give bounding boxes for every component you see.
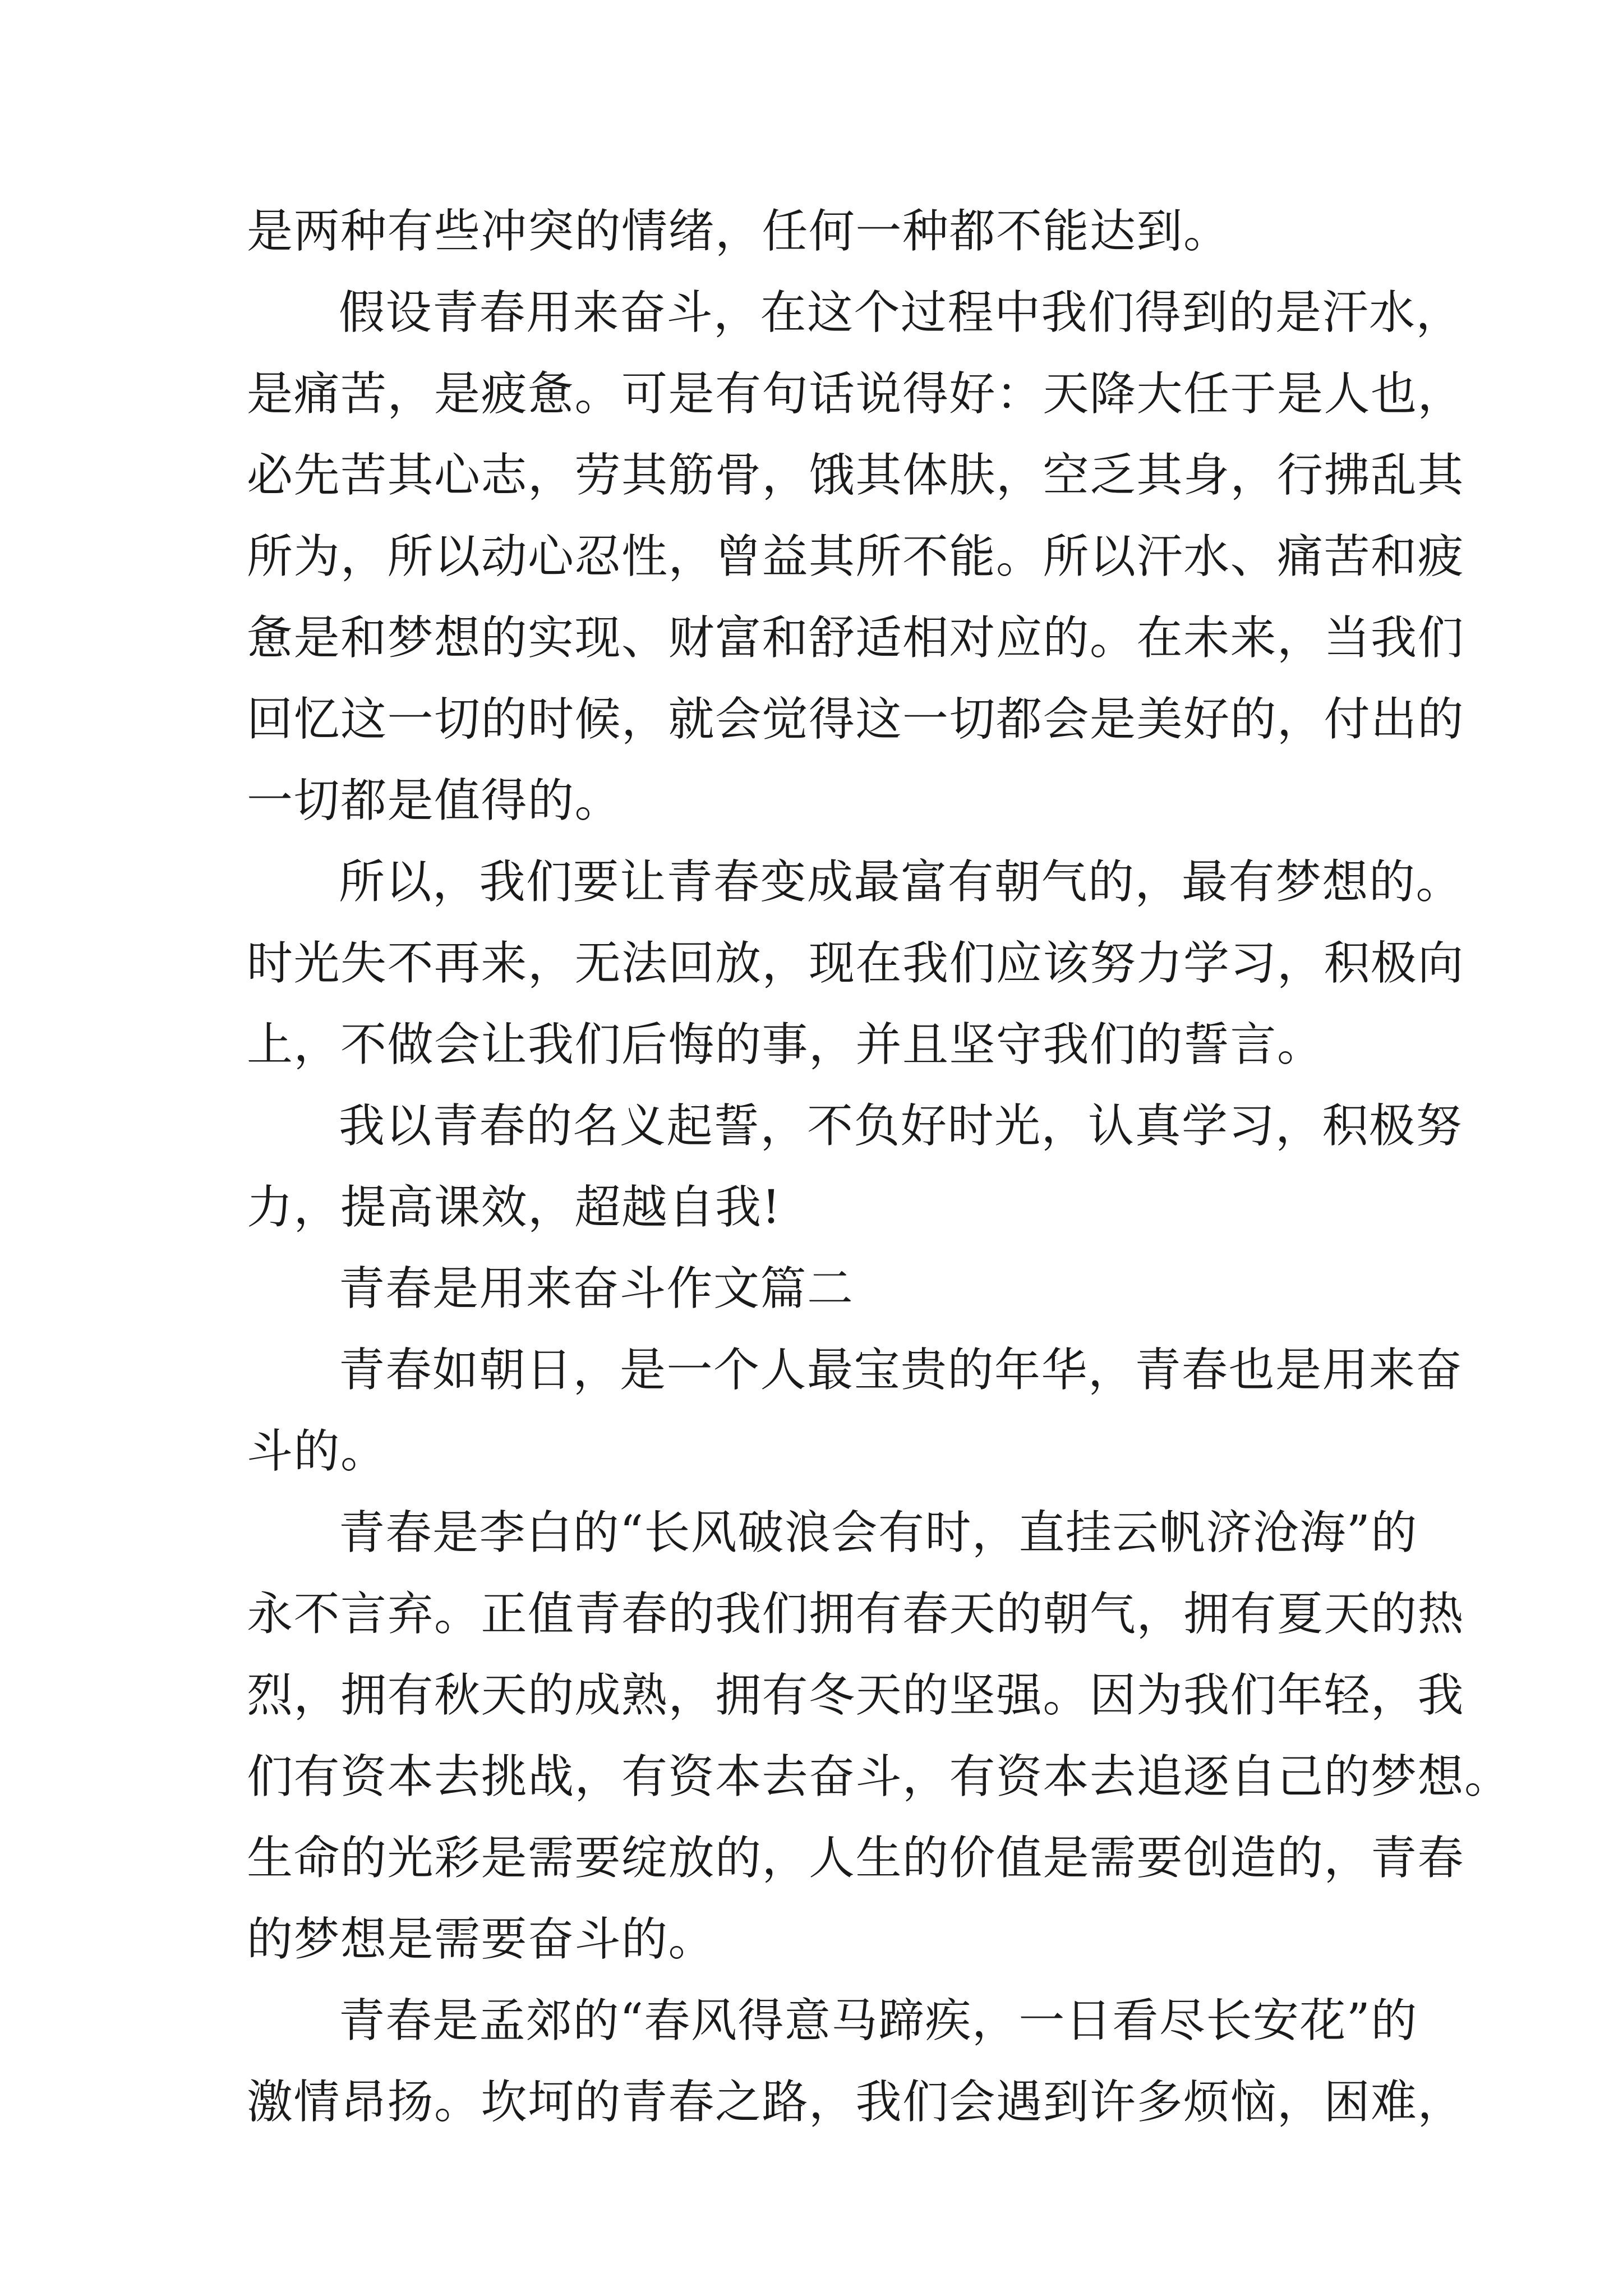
text-line-22: 的梦想是需要奋斗的。 <box>247 1913 716 1966</box>
text-line-19: 烈，拥有秋天的成熟，拥有冬天的坚强。因为我们年轻，我 <box>247 1669 1465 1722</box>
text-line-1: 是两种有些冲突的情绪，任何一种都不能达到。 <box>247 205 1230 258</box>
document-page <box>247 191 1511 2143</box>
text-line-2: 假设青春用来奋斗，在这个过程中我们得到的是汗水， <box>339 286 1463 339</box>
text-line-6: 惫是和梦想的实现、财富和舒适相对应的。在未来，当我们 <box>247 611 1465 665</box>
text-line-15: 青春如朝日，是一个人最宝贵的年华，青春也是用来奋 <box>339 1343 1463 1397</box>
text-line-4: 必先苦其心志，劳其筋骨，饿其体肤，空乏其身，行拂乱其 <box>247 449 1465 502</box>
text-line-16: 斗的。 <box>247 1425 388 1478</box>
text-line-11: 上，不做会让我们后悔的事，并且坚守我们的誓言。 <box>247 1018 1324 1071</box>
section-heading: 青春是用来奋斗作文篇二 <box>339 1262 854 1315</box>
text-line-3: 是痛苦，是疲惫。可是有句话说得好：天降大任于是人也， <box>247 367 1465 421</box>
text-line-13: 力，提高课效，超越自我! <box>247 1181 781 1234</box>
text-line-20: 们有资本去挑战，有资本去奋斗，有资本去追逐自己的梦想。 <box>247 1750 1511 1803</box>
text-line-8: 一切都是值得的。 <box>247 774 622 827</box>
text-line-21: 生命的光彩是需要绽放的，人生的价值是需要创造的，青春 <box>247 1832 1465 1885</box>
text-line-5: 所为，所以动心忍性，曾益其所不能。所以汗水、痛苦和疲 <box>247 530 1465 583</box>
text-line-9: 所以，我们要让青春变成最富有朝气的，最有梦想的。 <box>339 855 1463 909</box>
text-line-17: 青春是李白的“长风破浪会有时，直挂云帆济沧海”的 <box>339 1506 1418 1559</box>
text-line-7: 回忆这一切的时候，就会觉得这一切都会是美好的，付出的 <box>247 693 1465 746</box>
text-line-18: 永不言弃。正值青春的我们拥有春天的朝气，拥有夏天的热 <box>247 1588 1465 1641</box>
text-line-10: 时光失不再来，无法回放，现在我们应该努力学习，积极向 <box>247 937 1465 990</box>
text-line-12: 我以青春的名义起誓，不负好时光，认真学习，积极努 <box>339 1099 1463 1153</box>
text-line-24: 激情昂扬。坎坷的青春之路，我们会遇到许多烦恼，困难， <box>247 2076 1465 2129</box>
text-line-23: 青春是孟郊的“春风得意马蹄疾，一日看尽长安花”的 <box>339 1994 1418 2047</box>
